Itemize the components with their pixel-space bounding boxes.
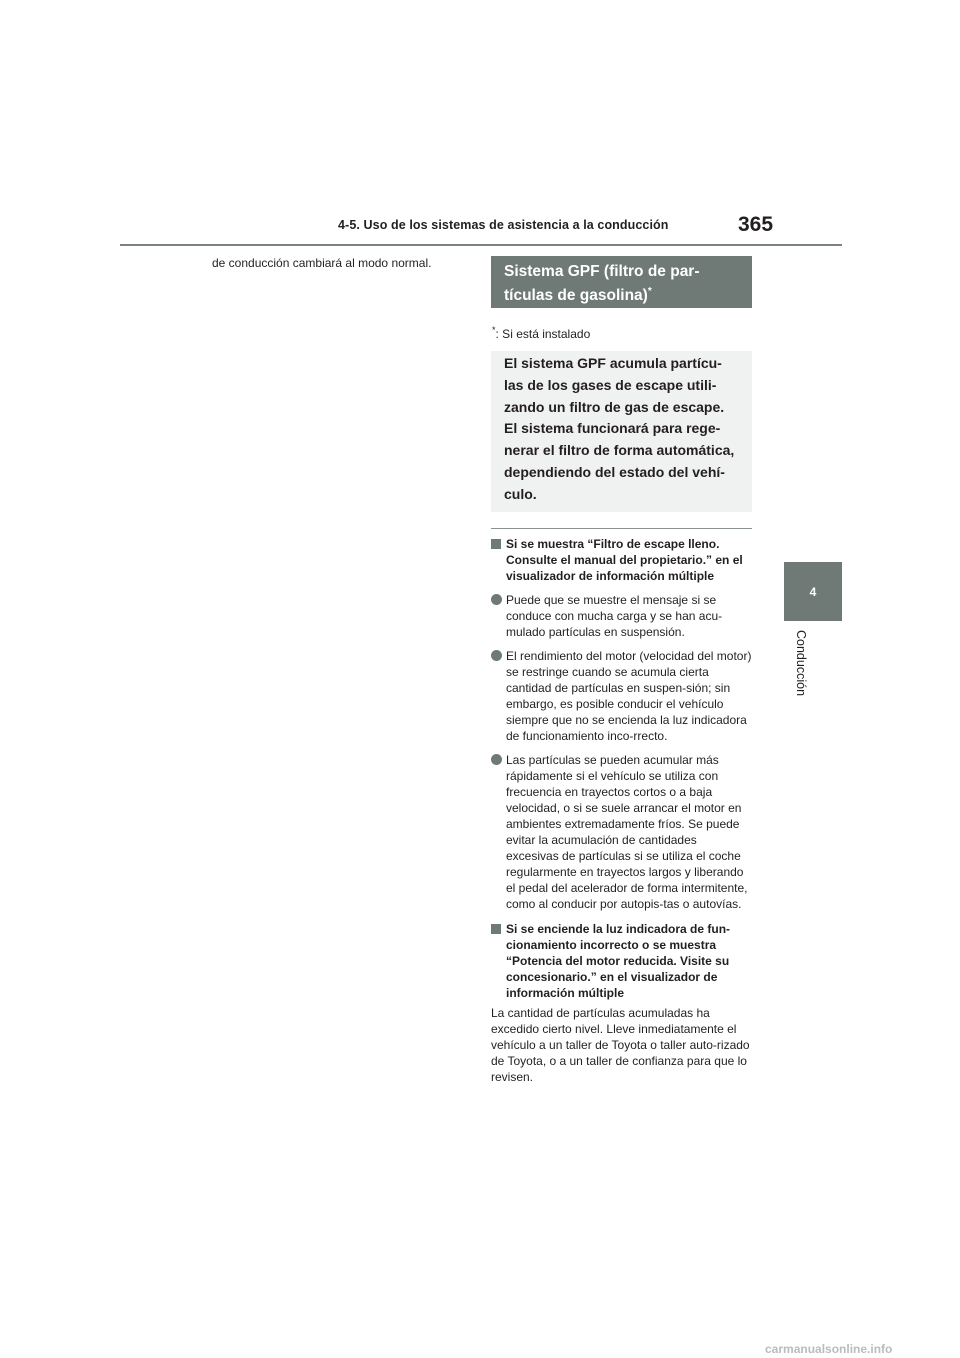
heading-text: Si se enciende la luz indicadora de fun-cionamiento incorrecto o se muestra “Potencia del motor reducida. Visite su concesionario.” en el visualizador de información múltiple: [506, 921, 731, 1000]
header-rule: [120, 244, 842, 246]
heading-text: Si se muestra “Filtro de escape lleno. Consulte el manual del propietario.” en el visualizador de información múltiple: [506, 536, 743, 583]
footnote-text: : Si está instalado: [495, 327, 591, 341]
section-title: [491, 256, 752, 308]
paragraph: La cantidad de partículas acumuladas ha excedido cierto nivel. Lleve inmediatamente el vehículo a un taller de Toyota o taller auto-rizado de Toyota, o a un taller de confianza para que lo revisen.: [491, 1005, 750, 1084]
footnote-mark: *: [492, 325, 496, 335]
list-item: [491, 592, 752, 640]
square-bullet-icon: [491, 924, 501, 934]
footnote: [491, 322, 752, 342]
chapter-number: 4: [809, 584, 817, 599]
subsection-heading-filter-full: [491, 536, 752, 584]
watermark: carmanualsonline.info: [765, 1342, 893, 1356]
left-column: [212, 255, 462, 271]
list-item-text: Puede que se muestre el mensaje si se conduce con mucha carga y se han acu-mulado partículas en suspensión.: [506, 592, 723, 639]
list-item-text: Las partículas se pueden acumular más rápidamente si el vehículo se utiliza con frecuencia en trayectos cortos o a baja velocidad, o si se suele arrancar el motor en ambientes extremadamente fríos. Se puede evitar la acumulación de cantidades excesivas de partículas si se utiliza el coche regularmente en trayectos largos y liberando el pedal del acelerador de forma intermitente, como al conducir por autopis-tas o autovías.: [506, 752, 748, 911]
divider: [491, 528, 752, 529]
circle-bullet-icon: [491, 650, 502, 661]
chapter-tab[interactable]: [784, 562, 842, 621]
page-number: 365: [738, 213, 774, 236]
right-column: [491, 256, 752, 1085]
subsection-heading-malfunction: [491, 921, 752, 1001]
intro-box: El sistema GPF acumula partícu-las de los gases de escape utili-zando un filtro de gas de escape. El sistema funcionará para rege-nerar el filtro de forma automática, dependiendo del estado del vehí-culo.: [491, 351, 752, 512]
list-item-text: El rendimiento del motor (velocidad del motor) se restringe cuando se acumula cierta cantidad de partículas en suspen-sión; sin embargo, es posible conducir el vehículo siempre que no se encienda la luz indicadora de funcionamiento inco-rrecto.: [506, 648, 752, 743]
list-item: [491, 752, 752, 912]
section-title-asterisk: *: [647, 286, 652, 297]
list-item: [491, 648, 752, 744]
section-title-text: Sistema GPF (filtro de par-tículas de gasolina): [504, 263, 700, 305]
chapter-label: Conducción: [794, 630, 808, 697]
continued-text: de conducción cambiará al modo normal.: [212, 256, 432, 270]
header-title: 4-5. Uso de los sistemas de asistencia a la conducción: [338, 218, 669, 232]
circle-bullet-icon: [491, 594, 502, 605]
circle-bullet-icon: [491, 754, 502, 765]
square-bullet-icon: [491, 539, 501, 549]
